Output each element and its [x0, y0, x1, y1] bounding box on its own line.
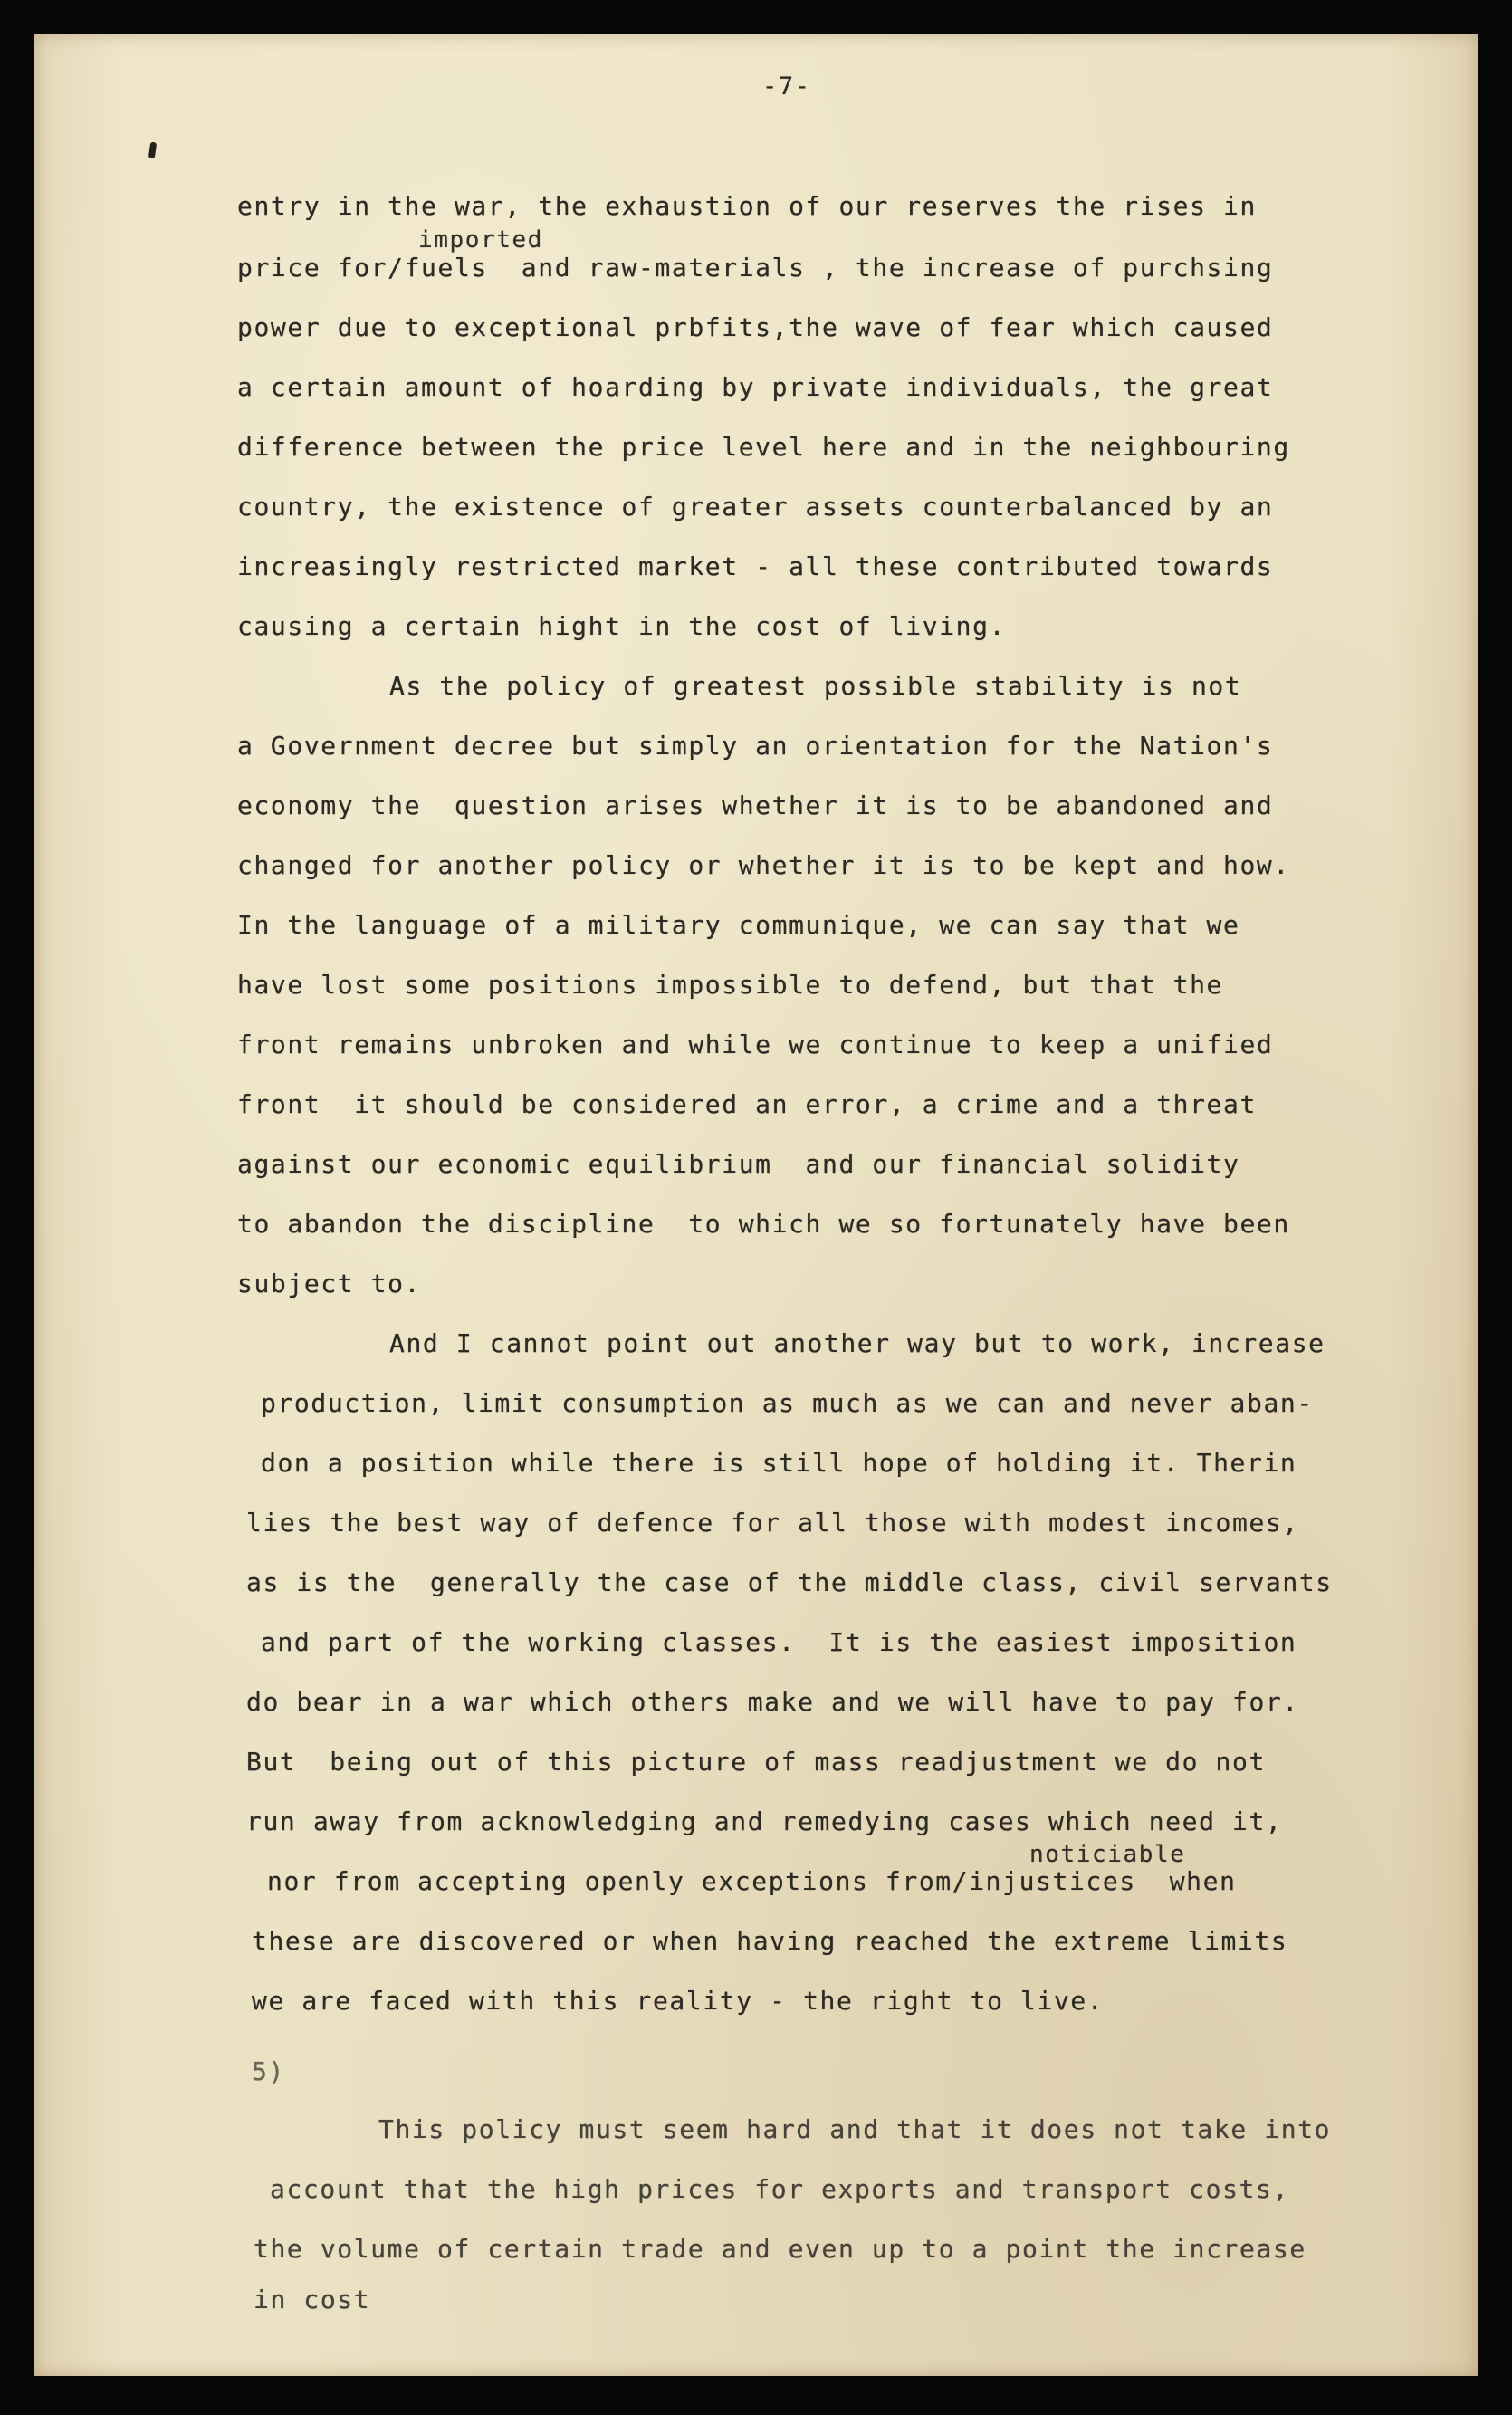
paragraph-start: And I cannot point out another way but to work, increase — [389, 1328, 1325, 1358]
text-line: economy the question arises whether it is to be abandoned and — [237, 791, 1274, 820]
text-line: subject to. — [237, 1269, 422, 1299]
text-line: have lost some positions impossible to defend, but that the — [237, 970, 1223, 1000]
text-line: causing a certain hight in the cost of living. — [237, 611, 1007, 641]
text-line: production, limit consumption as much as we can and never aban- — [261, 1388, 1314, 1418]
text-line: front remains unbroken and while we continue to keep a unified — [237, 1030, 1274, 1059]
insertion-imported: imported — [418, 226, 544, 254]
text-line: price for/fuels and raw-materials , the increase of purchsing — [237, 253, 1274, 283]
text-line: against our economic equilibrium and our financial solidity — [237, 1149, 1240, 1179]
text-line: don a position while there is still hope of holding it. Therin — [261, 1448, 1297, 1478]
text-line: account that the high prices for exports and transport costs, — [270, 2174, 1289, 2204]
paragraph-start: As the policy of greatest possible stability is not — [389, 671, 1242, 701]
text-line: entry in the war, the exhaustion of our reserves the rises in — [237, 191, 1257, 221]
text-line: front it should be considered an error, a crime and a threat — [237, 1089, 1257, 1119]
text-line: in cost — [254, 2285, 371, 2314]
text-line: nor from accepting openly exceptions from/injustices when — [267, 1866, 1237, 1896]
paragraph-start: This policy must seem hard and that it does not take into — [378, 2114, 1332, 2144]
text-line: these are discovered or when having reached the extreme limits — [252, 1926, 1288, 1956]
text-line: to abandon the discipline to which we so fortunately have been — [237, 1209, 1290, 1239]
text-line: In the language of a military communique, we can say that we — [237, 910, 1240, 940]
text-line: and part of the working classes. It is the easiest imposition — [261, 1627, 1297, 1657]
text-line: do bear in a war which others make and we will have to pay for. — [246, 1687, 1299, 1717]
text-line: country, the existence of greater assets counterbalanced by an — [237, 492, 1274, 522]
text-line: increasingly restricted market - all these contributed towards — [237, 551, 1274, 581]
text-line: a certain amount of hoarding by private individuals, the great — [237, 372, 1274, 402]
text-line: as is the generally the case of the middle class, civil servants — [246, 1567, 1333, 1597]
text-line: But being out of this picture of mass readjustment we do not — [246, 1747, 1266, 1777]
text-line: changed for another policy or whether it is to be kept and how. — [237, 850, 1290, 880]
text-line: run away from acknowledging and remedying cases which need it, — [246, 1806, 1283, 1836]
text-line: lies the best way of defence for all those with modest incomes, — [246, 1508, 1299, 1538]
text-line: a Government decree but simply an orientation for the Nation's — [237, 731, 1274, 761]
text-line: power due to exceptional prbfits,the wave of fear which caused — [237, 312, 1274, 342]
text-line: we are faced with this reality - the right to live. — [252, 1986, 1105, 2016]
text-line: the volume of certain trade and even up to a point the increase — [254, 2234, 1306, 2264]
text-line: difference between the price level here and in the neighbouring — [237, 432, 1290, 462]
page-number: -7- — [762, 72, 811, 101]
insertion-noticiable: noticiable — [1029, 1841, 1186, 1868]
section-number: 5) — [252, 2056, 285, 2086]
